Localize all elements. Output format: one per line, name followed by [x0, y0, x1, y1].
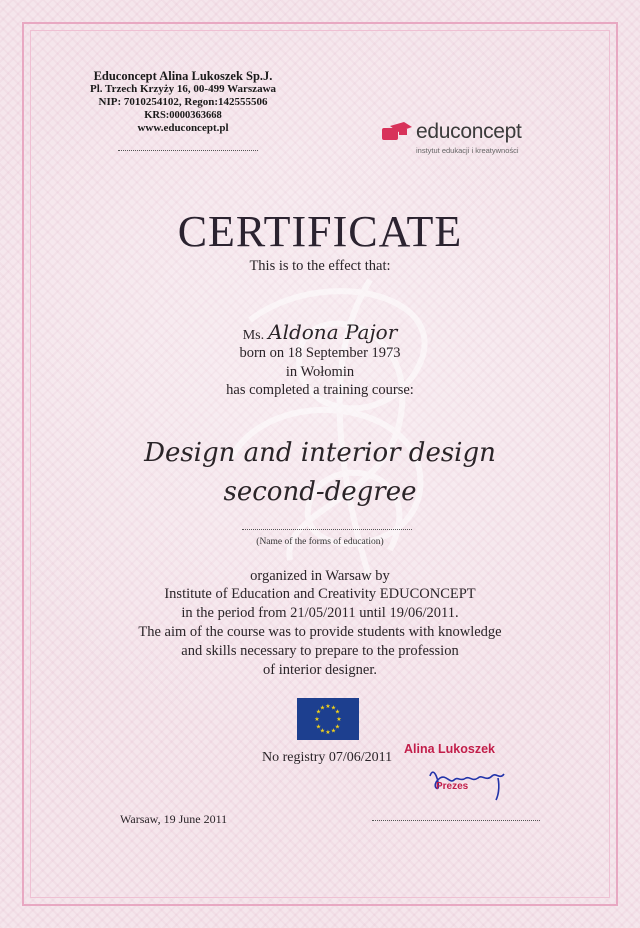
completed-text: has completed a training course:: [226, 382, 414, 398]
educoncept-logo: [382, 120, 562, 160]
logo-tagline: instytut edukacji i kreatywności: [416, 146, 519, 155]
registry-number: No registry 07/06/2011: [262, 750, 393, 765]
stamp-dotted-line: [118, 150, 258, 151]
handwritten-signature: [420, 754, 510, 804]
birth-date: born on 18 September 1973: [239, 345, 401, 361]
body-line-4: The aim of the course was to provide students with knowledge: [138, 624, 502, 640]
svg-text:★: ★: [330, 727, 337, 735]
body-line-3: in the period from 21/05/2011 until 19/06/2011.: [181, 605, 459, 621]
svg-text:★: ★: [319, 704, 326, 712]
body-line-6: of interior designer.: [263, 662, 377, 678]
issuer-stamp: [78, 70, 288, 135]
certificate-title: CERTIFICATE: [177, 207, 463, 256]
stamp-address: Pl. Trzech Krzyży 16, 00-499 Warszawa: [89, 83, 277, 95]
svg-text:★: ★: [319, 727, 326, 735]
mortarboard-icon: [382, 122, 412, 144]
recipient-line: [0, 320, 640, 344]
course-dotted-line: [242, 529, 412, 530]
svg-text:★: ★: [314, 716, 320, 723]
svg-text:★: ★: [325, 729, 331, 736]
body-line-1: organized in Warsaw by: [250, 568, 390, 584]
course-name-line2: second-degree: [223, 477, 417, 507]
logo-name: educoncept: [416, 120, 522, 143]
birth-place: in Wołomin: [285, 364, 355, 380]
signatory-stamp-name: Alina Lukoszek: [404, 742, 495, 756]
stamp-nip: NIP: 7010254102, Regon:142555506: [98, 96, 268, 108]
forms-note: (Name of the forms of education): [256, 537, 384, 547]
body-line-2: Institute of Education and Creativity EDUCONCEPT: [164, 586, 476, 602]
signature-dotted-line: [372, 820, 540, 821]
stamp-website: www.educoncept.pl: [137, 122, 229, 134]
place-and-date: Warsaw, 19 June 2011: [120, 812, 228, 826]
body-line-5: and skills necessary to prepare to the profession: [181, 643, 459, 659]
svg-text:★: ★: [325, 703, 331, 710]
svg-text:★: ★: [330, 704, 337, 712]
recipient-name: Aldona Pajor: [268, 320, 398, 344]
svg-text:★: ★: [334, 708, 341, 716]
stamp-krs: KRS:0000363668: [144, 110, 222, 121]
stamp-company: Educoncept Alina Lukoszek Sp.J.: [93, 69, 273, 83]
svg-text:★: ★: [334, 723, 341, 731]
svg-text:★: ★: [315, 708, 322, 716]
course-name-line1: Design and interior design: [144, 438, 496, 468]
recipient-prefix: Ms.: [242, 328, 265, 343]
svg-text:★: ★: [315, 723, 322, 731]
svg-text:★: ★: [336, 716, 342, 723]
intro-text: This is to the effect that:: [249, 258, 391, 274]
signatory-title: Prezes: [436, 781, 469, 792]
eu-flag-icon: [297, 698, 359, 740]
